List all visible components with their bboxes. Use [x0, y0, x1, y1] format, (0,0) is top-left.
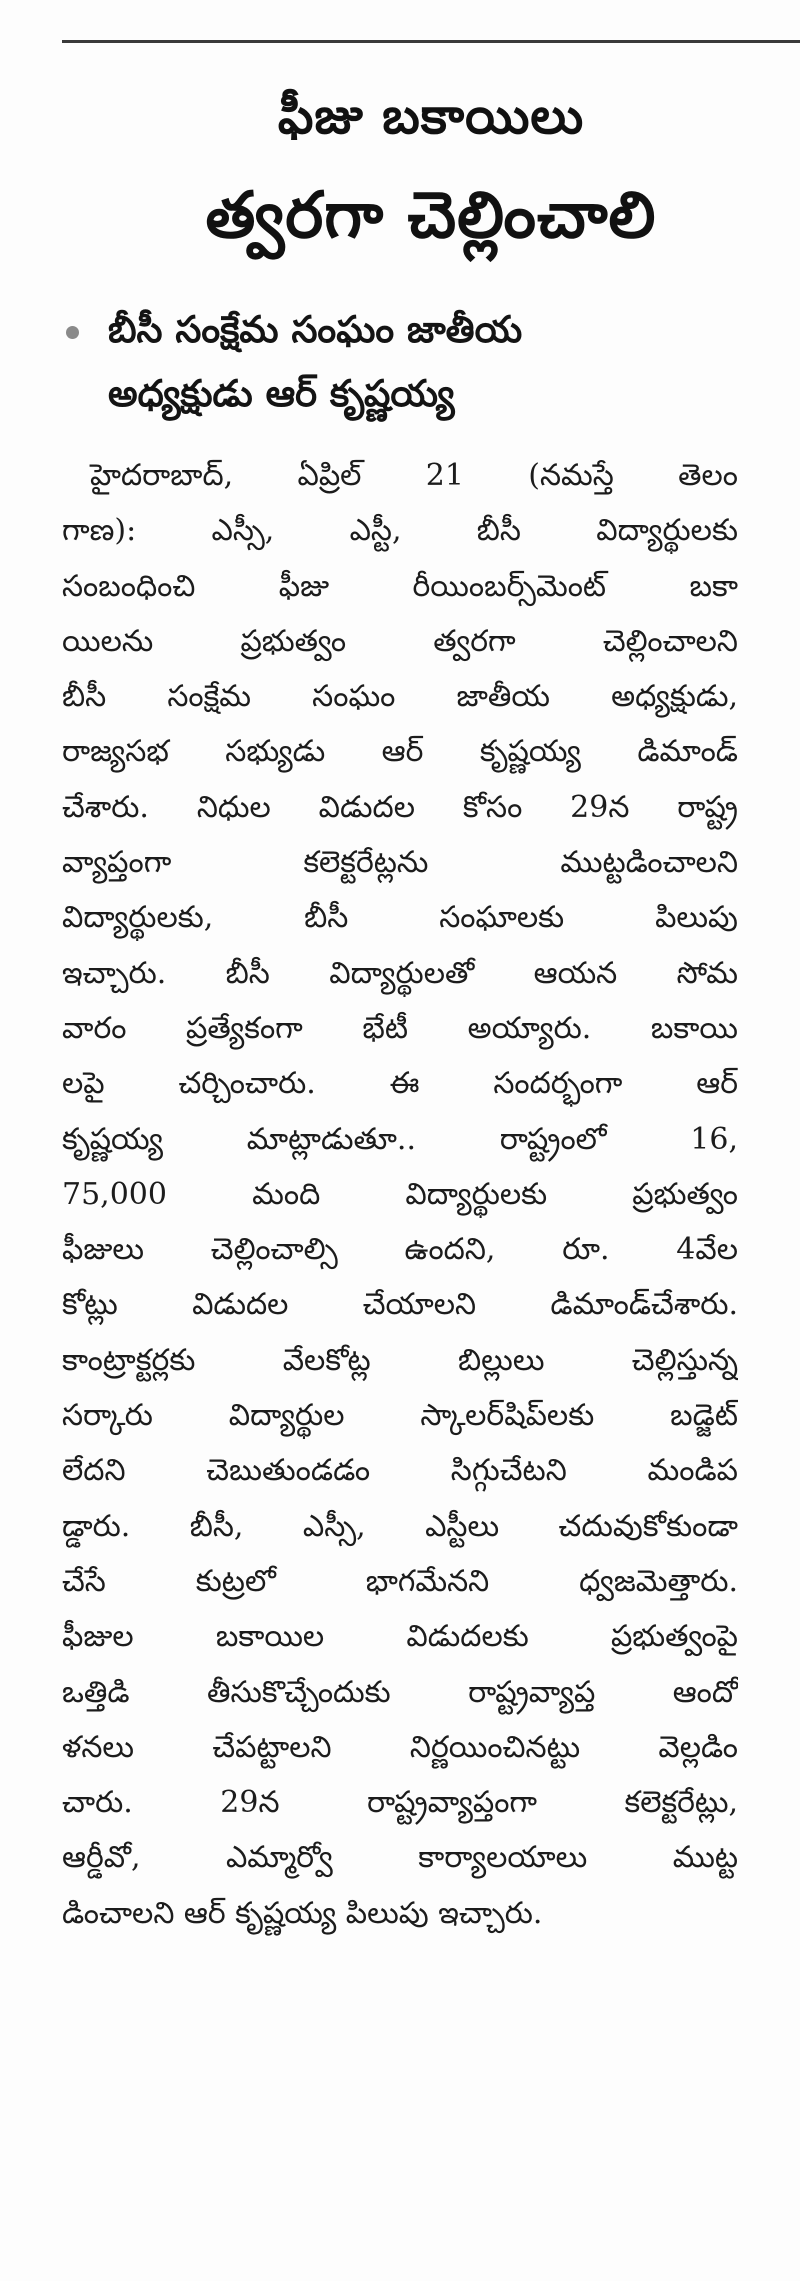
body-line: డ్డారు. బీసీ, ఎస్సీ, ఎస్టీలు చదువుకోకుండా	[62, 1508, 738, 1544]
body-line: కోట్లు విడుదల చేయాలని డిమాండ్‌చేశారు.	[62, 1287, 738, 1323]
bullet-icon	[66, 326, 79, 339]
body-line: ఆర్డీవో, ఎమ్మార్వో కార్యాలయాలు ముట్ట	[62, 1840, 738, 1876]
body-line: యిలను ప్రభుత్వం త్వరగా చెల్లించాలని	[62, 623, 738, 659]
body-line: లేదని చెబుతుండడం సిగ్గుచేటని మండిప	[62, 1453, 738, 1489]
headline-line-1: ఫీజు బకాయిలు	[277, 87, 585, 145]
top-rule	[62, 40, 800, 43]
body-line: చేశారు. నిధుల విడుదల కోసం 29న రాష్ట్ర	[62, 789, 738, 825]
body-line: కాంట్రాక్టర్లకు వేలకోట్ల బిల్లులు చెల్లిస్తున్న	[62, 1342, 738, 1378]
body-line: కృష్ణయ్య మాట్లాడుతూ.. రాష్ట్రంలో 16,	[62, 1121, 738, 1157]
body-line: వ్యాప్తంగా కలెక్టరేట్లను ముట్టడించాలని	[62, 845, 738, 881]
body-line: ఫీజుల బకాయిల విడుదలకు ప్రభుత్వంపై	[62, 1619, 738, 1655]
body-line: ళనలు చేపట్టాలని నిర్ణయించినట్టు వెల్లడిం	[62, 1729, 738, 1765]
body-line: హైదరాబాద్, ఏప్రిల్ 21 (నమస్తే తెలం	[90, 458, 738, 493]
body-line: ఇచ్చారు. బీసీ విద్యార్థులతో ఆయన సోమ	[62, 955, 738, 991]
body-line: లపై చర్చించారు. ఈ సందర్భంగా ఆర్	[62, 1066, 738, 1102]
subhead-line-1: బీసీ సంక్షేమ సంఘం జాతీయ	[108, 308, 523, 351]
body-line: 75,000 మంది విద్యార్థులకు ప్రభుత్వం	[62, 1176, 738, 1212]
body-line: సర్కారు విద్యార్థుల స్కాలర్‌షిప్‌లకు బడ్జెట్	[62, 1398, 738, 1434]
body-line: ఒత్తిడి తీసుకొచ్చేందుకు రాష్ట్రవ్యాప్త ఆందో	[62, 1674, 738, 1710]
subhead-line-2: అధ్యక్షుడు ఆర్ కృష్ణయ్య	[108, 372, 455, 415]
body-line: ఫీజులు చెల్లించాల్సి ఉందని, రూ. 4వేల	[62, 1232, 738, 1268]
body-line: బీసీ సంక్షేమ సంఘం జాతీయ అధ్యక్షుడు,	[62, 679, 738, 715]
body-line: చారు. 29న రాష్ట్రవ్యాప్తంగా కలెక్టరేట్లు,	[62, 1785, 738, 1821]
headline-line-2: త్వరగా చెల్లించాలి	[205, 179, 657, 253]
body-line: చేసే కుట్రలో భాగమేనని ధ్వజమెత్తారు.	[62, 1563, 738, 1599]
body-line: వారం ప్రత్యేకంగా భేటీ అయ్యారు. బకాయి	[62, 1010, 738, 1046]
body-line: గాణ): ఎస్సీ, ఎస్టీ, బీసీ విద్యార్థులకు	[62, 513, 738, 549]
article-body	[62, 448, 738, 1941]
body-line: విద్యార్థులకు, బీసీ సంఘాలకు పిలుపు	[62, 900, 738, 936]
body-line: రాజ్యసభ సభ్యుడు ఆర్ కృష్ణయ్య డిమాండ్	[62, 734, 738, 770]
body-line: సంబంధించి ఫీజు రీయింబర్స్‌మెంట్ బకా	[62, 568, 738, 604]
body-line: డించాలని ఆర్ కృష్ణయ్య పిలుపు ఇచ్చారు.	[62, 1895, 543, 1931]
